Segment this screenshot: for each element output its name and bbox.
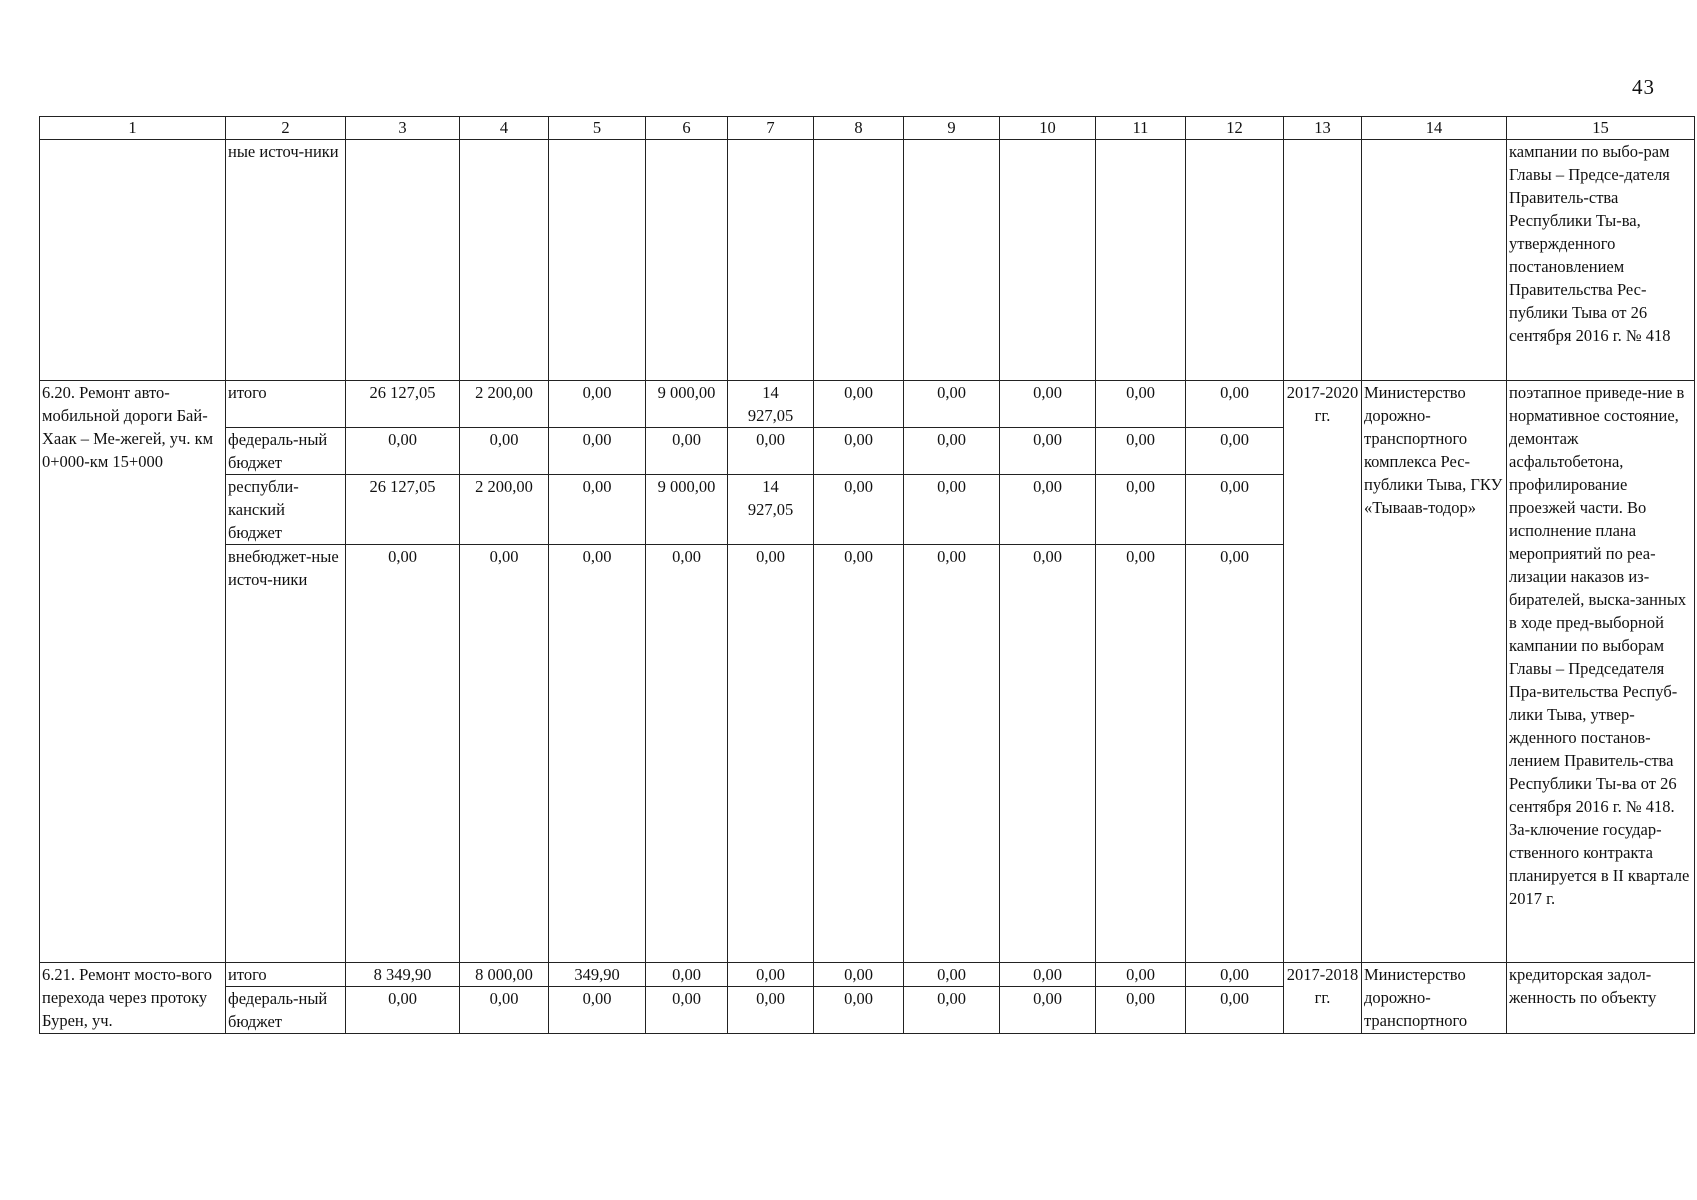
header-cell: 5 [549,117,646,140]
value-cell: 0,00 [1096,475,1186,545]
funding-source: республи-канский бюджет [226,475,346,545]
header-row [40,117,1695,140]
header-cell: 3 [346,117,460,140]
value-cell: 0,00 [814,428,904,475]
value-cell: 0,00 [549,381,646,428]
page-number: 43 [1632,75,1655,99]
period-cell [1284,140,1362,381]
value-cell: 0,00 [1000,428,1096,475]
value-cell [904,140,1000,381]
value-cell: 26 127,05 [346,381,460,428]
value-cell: 0,00 [460,428,549,475]
header-cell: 15 [1507,117,1695,140]
value-cell: 0,00 [1096,381,1186,428]
period: 2017-2020 гг. [1284,381,1362,963]
value-cell: 0,00 [346,545,460,963]
executor: Министерство дорожно-транспортного комплекса Рес-публики Тыва, ГКУ «Тываав-тодор» [1362,381,1507,963]
value-cell: 0,00 [460,987,549,1034]
value-cell: 0,00 [728,987,814,1034]
value-cell: 0,00 [904,381,1000,428]
header-cell: 2 [226,117,346,140]
value-cell: 0,00 [1186,963,1284,987]
header-cell: 9 [904,117,1000,140]
value-cell [549,140,646,381]
value-cell: 0,00 [549,987,646,1034]
item-620-total-row [40,381,1695,428]
value-cell: 0,00 [1000,475,1096,545]
value-cell: 2 200,00 [460,475,549,545]
value-cell: 8 349,90 [346,963,460,987]
value-cell: 0,00 [1000,963,1096,987]
value-cell: 8 000,00 [460,963,549,987]
item-title: 6.20. Ремонт авто-мобильной дороги Бай-Хаак – Ме-жегей, уч. км 0+000-км 15+000 [40,381,226,963]
value-cell: 2 200,00 [460,381,549,428]
header-cell: 1 [40,117,226,140]
value-cell [1000,140,1096,381]
funding-source: внебюджет-ные источ-ники [226,545,346,963]
value-cell: 0,00 [549,475,646,545]
value-cell: 0,00 [904,475,1000,545]
funding-source: итого [226,381,346,428]
executor-cell [1362,140,1507,381]
period: 2017-2018 гг. [1284,963,1362,1034]
value-cell: 0,00 [904,545,1000,963]
value-cell: 0,00 [1000,987,1096,1034]
value-cell: 0,00 [1096,963,1186,987]
funding-source: итого [226,963,346,987]
value-cell: 0,00 [814,475,904,545]
funding-source: федераль-ный бюджет [226,987,346,1034]
executor: Министерство дорожно-транспортного [1362,963,1507,1034]
value-cell: 26 127,05 [346,475,460,545]
result: кредиторская задол-женность по объекту [1507,963,1695,1034]
header-cell: 11 [1096,117,1186,140]
value-cell: 0,00 [904,963,1000,987]
value-cell [346,140,460,381]
value-cell: 0,00 [1186,381,1284,428]
value-cell [1096,140,1186,381]
value-cell: 9 000,00 [646,381,728,428]
value-cell: 0,00 [1186,428,1284,475]
value-cell [728,140,814,381]
value-cell: 0,00 [646,987,728,1034]
value-cell: 349,90 [549,963,646,987]
item-title: 6.21. Ремонт мосто-вого перехода через протоку Бурен, уч. [40,963,226,1034]
value-cell: 0,00 [1186,545,1284,963]
value-cell: 14 927,05 [728,475,814,545]
value-cell: 0,00 [646,963,728,987]
value-cell: 0,00 [904,987,1000,1034]
value-cell [1186,140,1284,381]
header-cell: 14 [1362,117,1507,140]
value-cell: 0,00 [904,428,1000,475]
value-cell: 0,00 [814,963,904,987]
value-cell: 0,00 [1096,428,1186,475]
value-cell: 0,00 [549,545,646,963]
header-cell: 10 [1000,117,1096,140]
program-table [39,116,1695,1034]
value-cell: 9 000,00 [646,475,728,545]
value-cell: 0,00 [646,428,728,475]
result-cell: кампании по выбо-рам Главы – Предсе-дателя Правитель-ства Республики Ты-ва, утвержденного постановлением Правительства Рес-публики Тыва от 26 сентября 2016 г. № 418 [1507,140,1695,381]
header-cell: 7 [728,117,814,140]
value-cell: 0,00 [814,381,904,428]
value-cell [814,140,904,381]
value-cell: 0,00 [1096,987,1186,1034]
value-cell: 0,00 [646,545,728,963]
value-cell: 14 927,05 [728,381,814,428]
item-621-total-row [40,963,1695,987]
header-cell: 4 [460,117,549,140]
header-cell: 12 [1186,117,1284,140]
value-cell [646,140,728,381]
value-cell: 0,00 [814,987,904,1034]
continuation-row [40,140,1695,381]
value-cell: 0,00 [1000,545,1096,963]
header-cell: 6 [646,117,728,140]
value-cell [460,140,549,381]
value-cell: 0,00 [728,963,814,987]
value-cell: 0,00 [1000,381,1096,428]
value-cell: 0,00 [728,545,814,963]
value-cell: 0,00 [1096,545,1186,963]
funding-source-cell: ные источ-ники [226,140,346,381]
funding-source: федераль-ный бюджет [226,428,346,475]
value-cell: 0,00 [549,428,646,475]
value-cell: 0,00 [1186,987,1284,1034]
result: поэтапное приведе-ние в нормативное состояние, демонтаж асфальтобетона, профилирование проезжей части. Во исполнение плана мероприятий по реа-лизации наказов из-бирателей, выска-занных в ходе пред-выборной кампании по выборам Главы – Председателя Пра-вительства Респуб-лики Тыва, утвер-жденного постанов-лением Правитель-ства Республики Ты-ва от 26 сентября 2016 г. № 418. За-ключение государ-ственного контракта планируется в II квартале 2017 г. [1507,381,1695,963]
value-cell: 0,00 [346,987,460,1034]
value-cell: 0,00 [814,545,904,963]
value-cell: 0,00 [346,428,460,475]
header-cell: 13 [1284,117,1362,140]
item-title-cell [40,140,226,381]
value-cell: 0,00 [1186,475,1284,545]
value-cell: 0,00 [460,545,549,963]
header-cell: 8 [814,117,904,140]
value-cell: 0,00 [728,428,814,475]
